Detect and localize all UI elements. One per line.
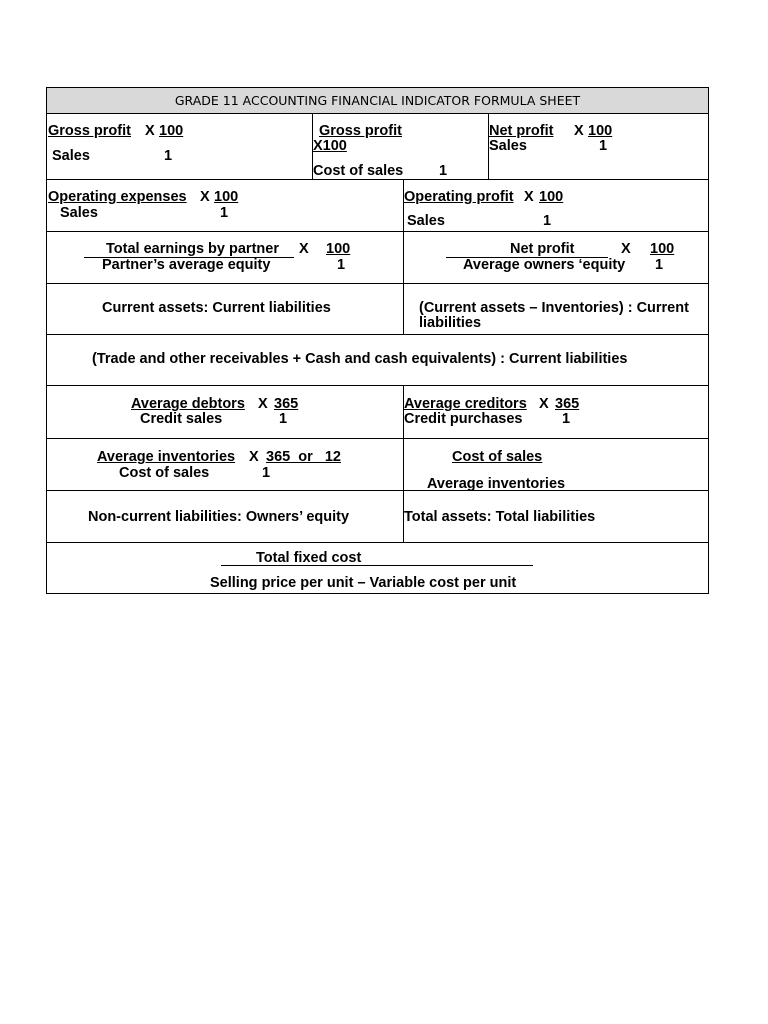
cell-operating-expenses [47,180,404,231]
op-denominator: Sales [407,213,445,229]
debtors-x: X [258,396,268,412]
np-sales-denominator: Sales [489,138,527,154]
debt-equity-ratio: Non-current liabilities: Owners’ equity [88,509,350,525]
op-hundred: 100 [539,189,564,205]
break-even-numerator: Total fixed cost [256,550,362,566]
gp-sales-numerator: Gross profit [48,123,131,139]
row-collection-periods [47,386,708,439]
op-x: X [524,189,534,205]
np-sales-numerator: Net profit [489,123,554,139]
row-inventory-ratios [47,439,708,491]
formula-sheet-table [46,87,709,594]
solvency-ratio: Total assets: Total liabilities [404,509,596,525]
owner-return-hundred: 100 [650,241,675,257]
row-return-on-equity [47,232,708,284]
debtors-days: 365 [274,396,299,412]
gp-cost-x-hundred: X100 [313,138,347,154]
cell-debtors-collection [47,386,404,438]
cell-solvency-ratio [404,491,708,542]
owner-return-one: 1 [655,257,664,273]
creditors-denominator: Credit purchases [404,411,523,427]
row-break-even [47,543,708,593]
acid-test-line-1: (Current assets – Inventories) : Current [419,300,689,316]
np-sales-x: X [574,123,584,139]
sheet-title: GRADE 11 ACCOUNTING FINANCIAL INDICATOR FORMULA SHEET [47,88,708,114]
cell-break-even [47,543,708,593]
gp-cost-one: 1 [439,163,448,179]
partner-return-one: 1 [337,257,346,273]
owner-return-denominator: Average owners ‘equity [463,257,626,273]
stock-holding-numerator: Average inventories [97,449,236,465]
owner-return-numerator: Net profit [510,241,575,257]
stock-turnover-denominator: Average inventories [427,476,566,492]
cell-stock-holding-period [47,439,404,490]
cell-acid-test-ratio [404,284,708,334]
gp-cost-numerator: Gross profit [319,123,402,139]
cell-gross-profit-on-cost [313,114,489,179]
creditors-x: X [539,396,549,412]
cell-operating-profit [404,180,708,231]
gp-sales-one: 1 [164,148,173,164]
row-quick-ratio [47,335,708,386]
gp-sales-x: X [145,123,155,139]
cell-stock-turnover [404,439,708,490]
opex-numerator: Operating expenses [48,189,187,205]
opex-one: 1 [220,205,229,221]
cell-partner-return [47,232,404,283]
row-profit-margins [47,114,708,180]
row-liquidity-ratios [47,284,708,335]
gp-sales-denominator: Sales [52,148,90,164]
stock-holding-days: 365 or 12 [266,449,341,465]
break-even-denominator: Selling price per unit – Variable cost per unit [210,575,517,591]
cell-current-ratio [47,284,404,334]
stock-holding-x: X [249,449,259,465]
row-solvency-ratios [47,491,708,543]
creditors-one: 1 [562,411,571,427]
cell-owner-return [404,232,708,283]
cell-creditors-payment [404,386,708,438]
quick-ratio: (Trade and other receivables + Cash and cash equivalents) : Current liabilities [92,351,628,367]
partner-return-denominator: Partner’s average equity [102,257,271,273]
debtors-one: 1 [279,411,288,427]
cell-quick-ratio [47,335,708,385]
cell-debt-equity [47,491,404,542]
stock-holding-denominator: Cost of sales [119,465,210,481]
np-sales-hundred: 100 [588,123,613,139]
op-numerator: Operating profit [404,189,514,205]
opex-denominator: Sales [60,205,98,221]
debtors-denominator: Credit sales [140,411,223,427]
current-ratio: Current assets: Current liabilities [102,300,331,316]
cell-gross-profit-on-sales [47,114,313,179]
np-sales-one: 1 [599,138,608,154]
op-one: 1 [543,213,552,229]
cell-net-profit-on-sales [489,114,708,179]
partner-return-x: X [299,241,309,257]
stock-turnover-numerator: Cost of sales [452,449,543,465]
opex-hundred: 100 [214,189,239,205]
creditors-numerator: Average creditors [404,396,527,412]
stock-holding-one: 1 [262,465,271,481]
creditors-days: 365 [555,396,580,412]
partner-return-numerator: Total earnings by partner [106,241,279,257]
gp-sales-hundred: 100 [159,123,184,139]
owner-return-x: X [621,241,631,257]
row-operating-ratios [47,180,708,232]
partner-return-hundred: 100 [326,241,351,257]
gp-cost-denominator: Cost of sales [313,163,404,179]
acid-test-line-2: liabilities [419,315,482,331]
debtors-numerator: Average debtors [131,396,245,412]
opex-x: X [200,189,210,205]
